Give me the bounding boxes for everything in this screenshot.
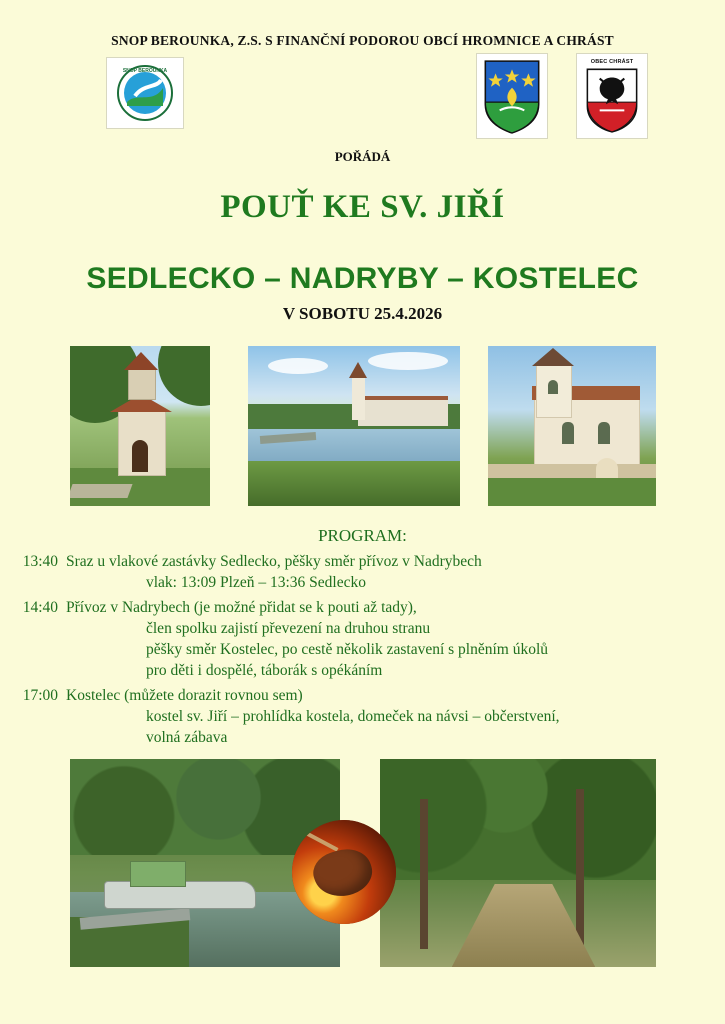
- event-date: V SOBOTU 25.4.2026: [282, 304, 443, 323]
- pond-village-photo: [248, 346, 460, 506]
- window-shape: [562, 422, 574, 444]
- tree-trunk: [576, 789, 584, 949]
- chapel-spire: [124, 352, 158, 370]
- chapel-photo: [70, 346, 210, 506]
- program-time: 17:00: [22, 687, 58, 704]
- church-tower-roof: [532, 348, 574, 366]
- tree-trunk: [420, 799, 428, 949]
- cloud-shape: [268, 358, 328, 374]
- program-list: [0, 553, 725, 747]
- grass-area: [488, 478, 656, 506]
- program-detail: volná zábava: [146, 729, 228, 746]
- cloud-shape: [368, 352, 448, 370]
- organizer-line: SNOP BEROUNKA, Z.S. S FINANČNÍ PODOROU OBCÍ HROMNICE A CHRÁST: [111, 33, 614, 48]
- chrast-coat-of-arms: [576, 53, 648, 139]
- chapel-tower: [128, 368, 156, 400]
- program-detail: člen spolku zajistí převezení na druhou stranu: [146, 620, 431, 637]
- program-text: Přívoz v Nadrybech (je možné přidat se k pouti až tady),: [66, 599, 417, 616]
- program-text: Kostelec (můžete dorazit rovnou sem): [66, 687, 303, 704]
- program-detail: kostel sv. Jiří – prohlídka kostela, domeček na návsi – občerstvení,: [146, 708, 560, 725]
- program-text: Sraz u vlakové zastávky Sedlecko, pěšky směr přívoz v Nadrybech: [66, 553, 482, 570]
- village-buildings: [358, 396, 448, 426]
- program-time: 14:40: [22, 599, 58, 616]
- photo-row-top: [0, 346, 725, 506]
- program-time: 13:40: [22, 553, 58, 570]
- list-item: [0, 553, 725, 592]
- snop-berounka-logo: [106, 57, 184, 129]
- hromnice-coat-of-arms: [476, 53, 548, 139]
- page-title: POUŤ KE SV. JIŘÍ: [220, 189, 505, 225]
- program-detail: pro děti i dospělé, táborák s opékáním: [146, 662, 383, 679]
- campfire-sausage-photo: [292, 820, 396, 924]
- chrast-caption: OBEC CHRÁST: [590, 59, 634, 65]
- grass-bank: [248, 461, 460, 506]
- list-item: [0, 599, 725, 680]
- church-kostelec-photo: [488, 346, 656, 506]
- chapel-door: [132, 440, 148, 472]
- svg-text:SNOP BEROUNKA: SNOP BEROUNKA: [122, 68, 168, 74]
- logo-row: [0, 57, 725, 147]
- list-item: [0, 687, 725, 747]
- church-tower: [352, 376, 365, 420]
- program-detail: pěšky směr Kostelec, po cestě několik zastavení s plněním úkolů: [146, 641, 549, 658]
- program-detail: vlak: 13:09 Plzeň – 13:36 Sedlecko: [146, 574, 366, 591]
- forest-path-photo: [380, 759, 656, 967]
- path-shape: [70, 484, 133, 498]
- gate-shape: [596, 458, 618, 480]
- program-heading: PROGRAM:: [318, 526, 407, 545]
- porada-label: POŘÁDÁ: [334, 149, 391, 164]
- church-spire: [349, 362, 367, 378]
- ferry-cabin: [130, 861, 186, 887]
- window-shape: [548, 380, 558, 394]
- route-title: SEDLECKO – NADRYBY – KOSTELEC: [86, 262, 639, 295]
- window-shape: [598, 422, 610, 444]
